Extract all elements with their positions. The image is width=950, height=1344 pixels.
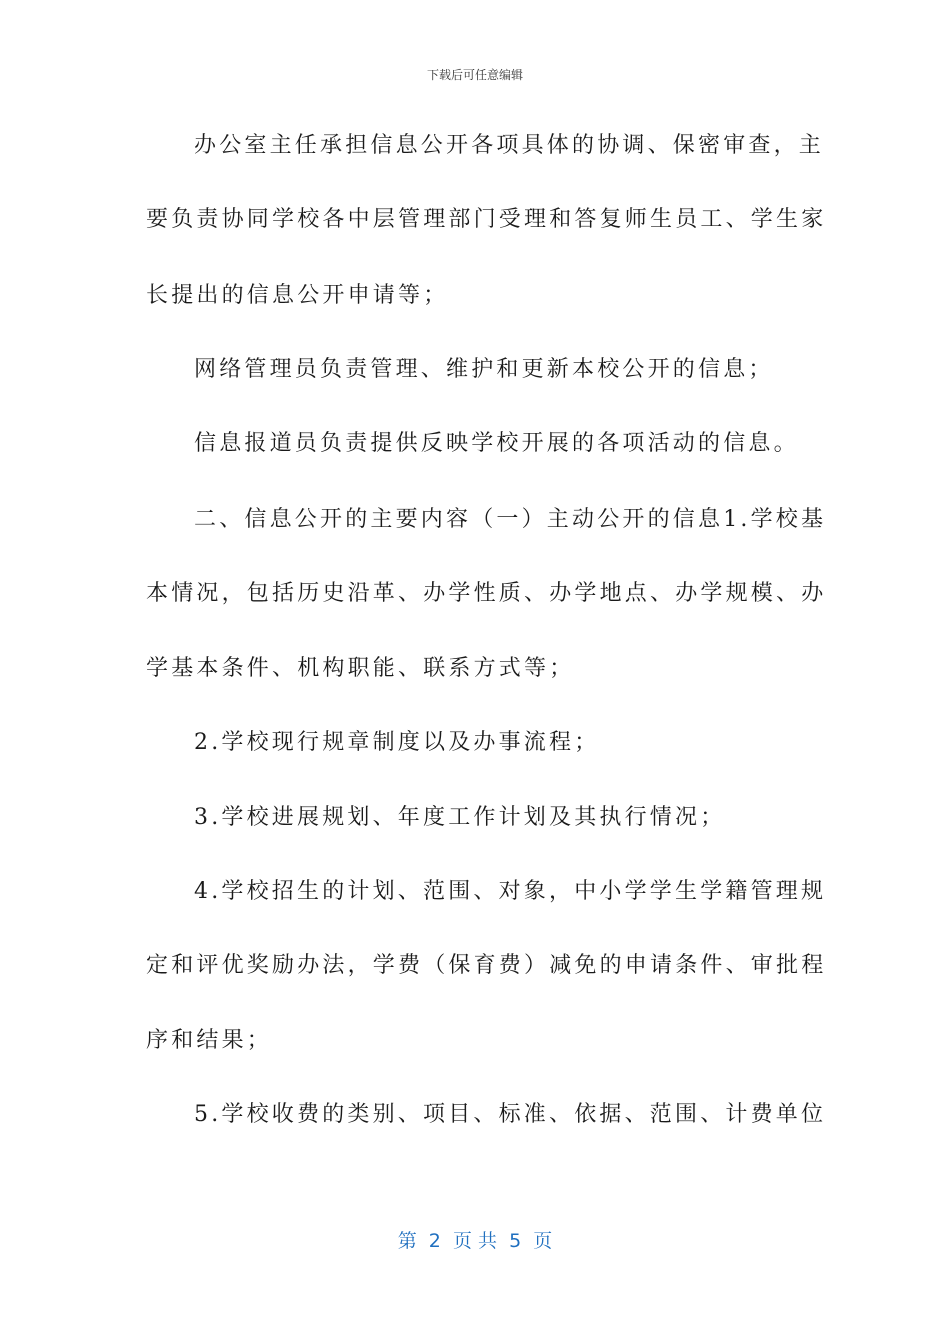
paragraph-line: 2.学校现行规章制度以及办事流程；: [194, 730, 600, 755]
paragraph-line: 要负责协同学校各中层管理部门受理和答复师生员工、学生家: [146, 207, 827, 232]
paragraph-line: 4.学校招生的计划、范围、对象，中小学学生学籍管理规: [194, 879, 827, 904]
paragraph-line: 办公室主任承担信息公开各项具体的协调、保密审查，主: [194, 133, 825, 158]
paragraph-line: 信息报道员负责提供反映学校开展的各项活动的信息。: [194, 431, 799, 456]
paragraph-line: 二、信息公开的主要内容（一）主动公开的信息1.学校基: [194, 507, 827, 532]
header-note: 下载后可任意编辑: [426, 68, 523, 82]
paragraph-line: 5.学校收费的类别、项目、标准、依据、范围、计费单位: [194, 1102, 827, 1127]
paragraph-line: 本情况，包括历史沿革、办学性质、办学地点、办学规模、办: [146, 581, 827, 606]
paragraph-line: 长提出的信息公开申请等；: [146, 283, 449, 308]
paragraph-line: 序和结果；: [146, 1028, 273, 1053]
page-number-footer: 第 2 页 共 5 页: [397, 1230, 553, 1252]
paragraph-line: 3.学校进展规划、年度工作计划及其执行情况；: [194, 805, 726, 830]
paragraph-line: 网络管理员负责管理、维护和更新本校公开的信息；: [194, 357, 774, 382]
paragraph-line: 学基本条件、机构职能、联系方式等；: [146, 656, 575, 681]
paragraph-line: 定和评优奖励办法，学费（保育费）减免的申请条件、审批程: [146, 953, 827, 978]
